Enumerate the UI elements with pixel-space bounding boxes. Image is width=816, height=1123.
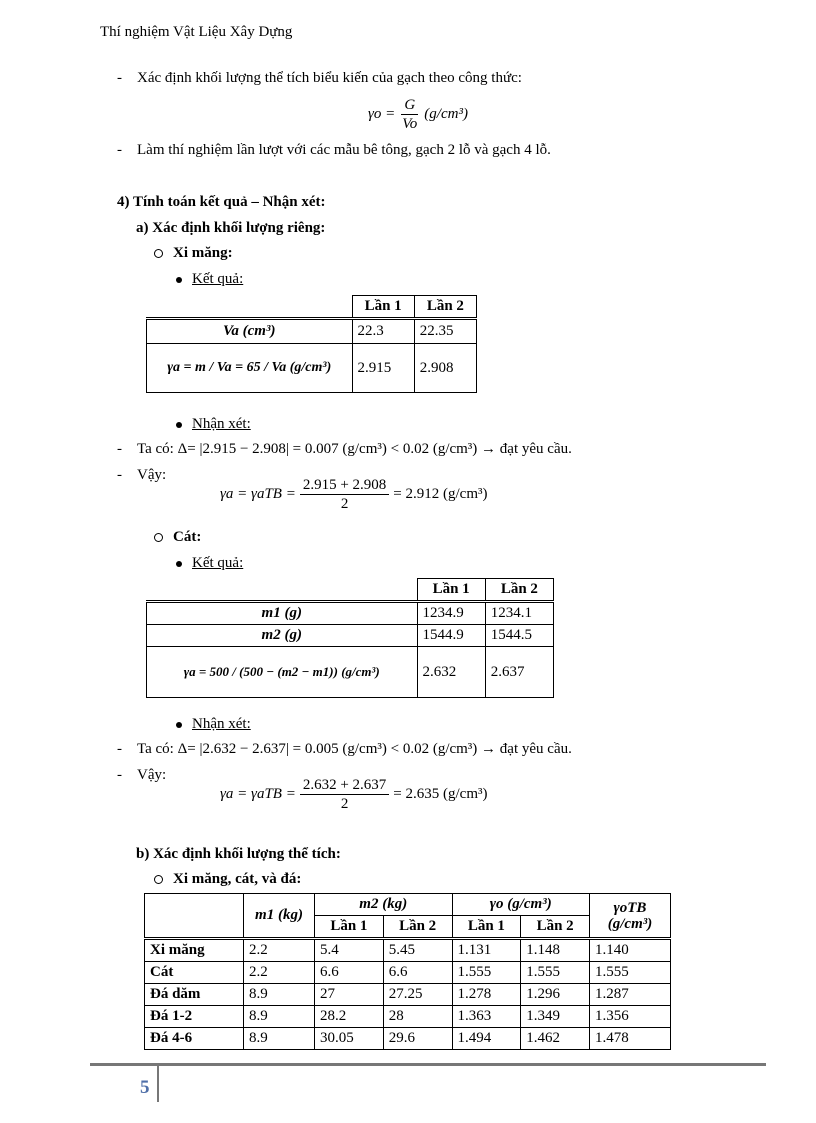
footer-rule [90,1063,766,1066]
cell-value: 5.4 [315,939,384,962]
cat-taco: - Ta có: Δ= |2.632 − 2.637| = 0.005 (g/cm³) < 0.02 (g/cm³) → đạt yêu cầu. [117,741,572,757]
cell-value: 1.363 [452,1006,521,1028]
gamma-a-label: γa = m / Va = 65 / Va (g/cm³) [147,344,353,393]
page-header: Thí nghiệm Vật Liệu Xây Dựng [100,24,293,40]
cell-value: 1.462 [521,1028,590,1050]
cell-value: 1.287 [590,984,671,1006]
cat-comment-label: Nhận xét: [176,716,251,733]
cat-average-formula: γa = γaTB = $\frac{2.632 + 2.637}{2}$ = 2.635 (g/cm³) [220,777,488,812]
cell-value: 8.9 [244,984,315,1006]
ximang-table: Lần 1 Lần 2 Va (cm³) 22.3 22.35 γa = m / Va = 65 / Va (g/cm³) 2.915 2.908 [146,295,477,393]
intro-line-2: - Làm thí nghiệm lần lượt với các mẫu bê tông, gạch 2 lỗ và gạch 4 lỗ. [117,142,551,158]
cat-vay: - Vậy: [117,767,167,783]
cell-value: 30.05 [315,1028,384,1050]
row-label: Đá 1-2 [145,1006,244,1028]
unit-weight-table: m1 (kg) m2 (kg) γo (g/cm³) γoTB (g/cm³) Lần 1 Lần 2 Lần 1 Lần 2 Xi măng 2.2 5.4 5.45 1.131 1.148 1.140 Cát 2.2 6.6 6.6 1.555 1.555 1.555 Đá dăm 8.9 27 27.25 1.278 1.296 1.287 Đá 1-2 8.9 28.2 28 1.363 1.349 1.356 Đá 4-6 8.9 30.05 29.6 1.494 1.462 1.478 [144,893,671,1050]
va-label: Va (cm³) [147,319,353,344]
table-row [145,1006,671,1028]
cell-value: 1.148 [521,939,590,962]
page-number: 5 [140,1077,150,1098]
row-label: Đá dăm [145,984,244,1006]
row-label: Đá 4-6 [145,1028,244,1050]
cell-value: 1.278 [452,984,521,1006]
cell-value: 2.2 [244,962,315,984]
bullet-icon [176,422,182,428]
cell-value: 1.356 [590,1006,671,1028]
formula-unit: (g/cm³) [424,106,468,122]
cell-value: 1.478 [590,1028,671,1050]
cell-value: 27 [315,984,384,1006]
ximang-vay: - Vậy: [117,467,167,483]
ximang-taco: - Ta có: Δ= |2.915 − 2.908| = 0.007 (g/cm³) < 0.02 (g/cm³) → đạt yêu cầu. [117,441,572,457]
cell-value: 1.555 [452,962,521,984]
cat-result-label: Kết quả: [176,555,243,572]
table-row [145,962,671,984]
cell-value: 29.6 [383,1028,452,1050]
formula-lhs: γo = [368,106,396,122]
cell-value: 2.2 [244,939,315,962]
cat-label: Cát: [154,529,201,546]
row-label: Xi măng [145,939,244,962]
bullet-icon [176,277,182,283]
cell-value: 1.494 [452,1028,521,1050]
table-row [145,1028,671,1050]
section-heading: 4) Tính toán kết quả – Nhận xét: [117,194,326,210]
subsection-b-sub: Xi măng, cát, và đá: [154,871,301,888]
row-label: Cát [145,962,244,984]
intro-line-1: - Xác định khối lượng thể tích biểu kiến của gạch theo công thức: [117,70,522,86]
cell-value: 6.6 [315,962,384,984]
bullet-icon [176,722,182,728]
cat-table: Lần 1 Lần 2 m1 (g) 1234.9 1234.1 m2 (g) 1544.9 1544.5 γa = 500 / (500 − (m2 − m1)) (g/cm³) 2.632 2.637 [146,578,554,698]
ximang-label: Xi măng: [154,245,233,262]
table-row [145,984,671,1006]
density-formula: γo = $\frac{G}{Vo}$ (g/cm³) [368,97,468,132]
circle-bullet-icon [154,533,163,542]
cell-value: 1.140 [590,939,671,962]
cell-value: 1.555 [521,962,590,984]
table-row [145,939,671,962]
cell-value: 1.131 [452,939,521,962]
cell-value: 1.296 [521,984,590,1006]
cell-value: 1.555 [590,962,671,984]
cell-value: 27.25 [383,984,452,1006]
ximang-result-label: Kết quả: [176,271,243,288]
subsection-a-heading: a) Xác định khối lượng riêng: [136,220,326,236]
cell-value: 8.9 [244,1006,315,1028]
cell-value: 6.6 [383,962,452,984]
subsection-b-heading: b) Xác định khối lượng thể tích: [136,846,341,862]
ximang-average-formula: γa = γaTB = $\frac{2.915 + 2.908}{2}$ = 2.912 (g/cm³) [220,477,488,512]
cell-value: 5.45 [383,939,452,962]
cell-value: 28.2 [315,1006,384,1028]
cell-value: 8.9 [244,1028,315,1050]
cell-value: 1.349 [521,1006,590,1028]
circle-bullet-icon [154,875,163,884]
footer-vertical-rule [157,1066,159,1102]
cell-value: 28 [383,1006,452,1028]
circle-bullet-icon [154,249,163,258]
bullet-icon [176,561,182,567]
ximang-comment-label: Nhận xét: [176,416,251,433]
